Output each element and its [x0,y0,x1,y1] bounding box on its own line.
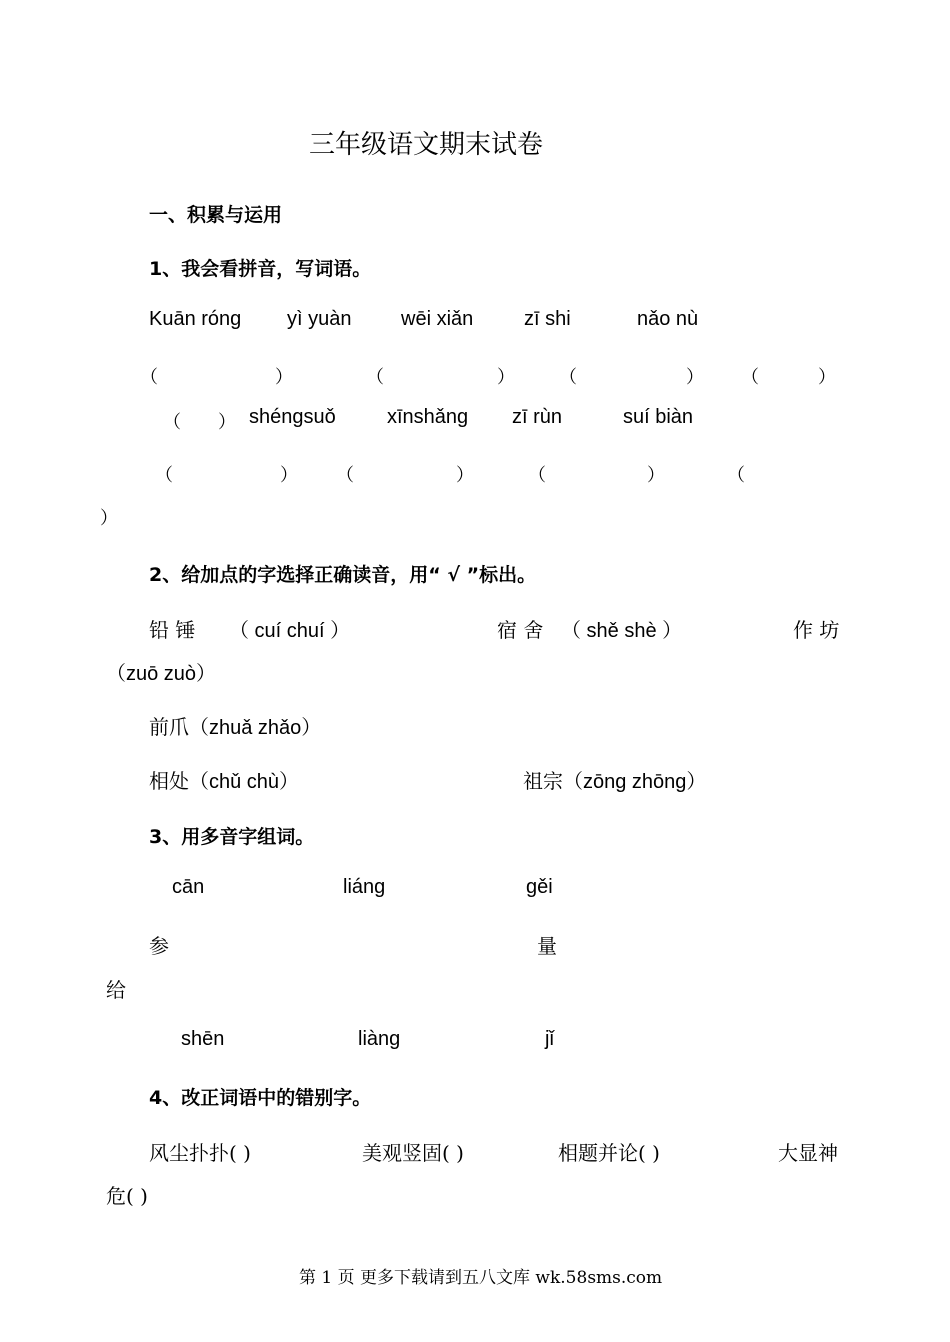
q3-pinyin: cān [172,876,205,898]
q1-heading: 1、我会看拼音，写词语。 [149,258,372,280]
paren-close: ） [280,465,298,486]
section-heading: 一、积累与运用 [149,204,283,226]
pinyin-item: nǎo nù [637,308,699,330]
q3-char: 量 [537,934,557,958]
paren-open: （ [528,465,546,486]
paren-close: ） [100,508,118,529]
page-title: 三年级语文期末试卷 [309,130,544,160]
q2-options[interactable]: （zuō zuò） [106,663,217,685]
paren-close: ） [218,412,236,433]
q2-heading: 2、给加点的字选择正确读音，用“ √ ”标出。 [149,564,537,586]
paren-close: ） [818,367,836,388]
q3-pinyin: jǐ [545,1028,554,1050]
paren-open: （ [741,367,759,388]
q2-word: 作 坊 [793,618,840,642]
paren-open: （ [163,412,181,433]
q2-word: 前爪 [149,715,189,739]
q4-heading: 4、改正词语中的错别字。 [149,1087,372,1109]
q2-word: 祖宗 [523,769,563,793]
q4-item[interactable]: 危( ) [106,1184,148,1208]
page-footer: 第 1 页 更多下载请到五八文库 wk.58sms.com [299,1268,663,1288]
q3-pinyin: liànɡ [358,1028,401,1050]
q3-pinyin: shēn [181,1028,225,1050]
paren-close: ） [456,465,474,486]
q2-word: 铅 锤 [149,618,196,642]
q2-options[interactable]: （ cuí chuí ） [229,620,351,642]
q4-item[interactable]: 大显神 [778,1141,838,1165]
paren-open: （ [155,465,173,486]
q3-pinyin: ɡěi [526,876,553,898]
pinyin-item: suí biàn [623,406,694,428]
q2-options[interactable]: （zōnɡ zhōnɡ） [563,771,707,793]
q2-options[interactable]: （ shě shè ） [561,620,683,642]
paren-open: （ [366,367,384,388]
paren-open: （ [727,465,745,486]
q3-char: 参 [149,934,169,958]
paren-close: ） [647,465,665,486]
q3-char: 给 [106,978,126,1002]
paren-open: （ [140,367,158,388]
pinyin-item: xīnshǎnɡ [387,406,469,428]
q4-item[interactable]: 风尘扑扑( ) [149,1141,251,1165]
pinyin-item: shénɡsuǒ [249,406,336,428]
paren-open: （ [336,465,354,486]
q3-pinyin: liánɡ [343,876,386,898]
q3-heading: 3、用多音字组词。 [149,826,315,848]
q2-options[interactable]: （chǔ chù） [189,771,300,793]
paren-close: ） [497,367,515,388]
q4-item[interactable]: 相题并论( ) [558,1141,660,1165]
paren-open: （ [559,367,577,388]
pinyin-item: zī shi [524,308,571,330]
pinyin-item: yì yuàn [287,308,352,330]
pinyin-item: zī rùn [512,406,563,428]
q2-options[interactable]: （zhuǎ zhǎo） [189,717,322,739]
paren-close: ） [275,367,293,388]
q4-item[interactable]: 美观竖固( ) [362,1141,464,1165]
pinyin-item: Kuān rónɡ [149,308,242,330]
pinyin-item: wēi xiǎn [401,308,474,330]
q2-word: 宿 舍 [497,618,544,642]
q2-word: 相处 [149,769,189,793]
paren-close: ） [686,367,704,388]
